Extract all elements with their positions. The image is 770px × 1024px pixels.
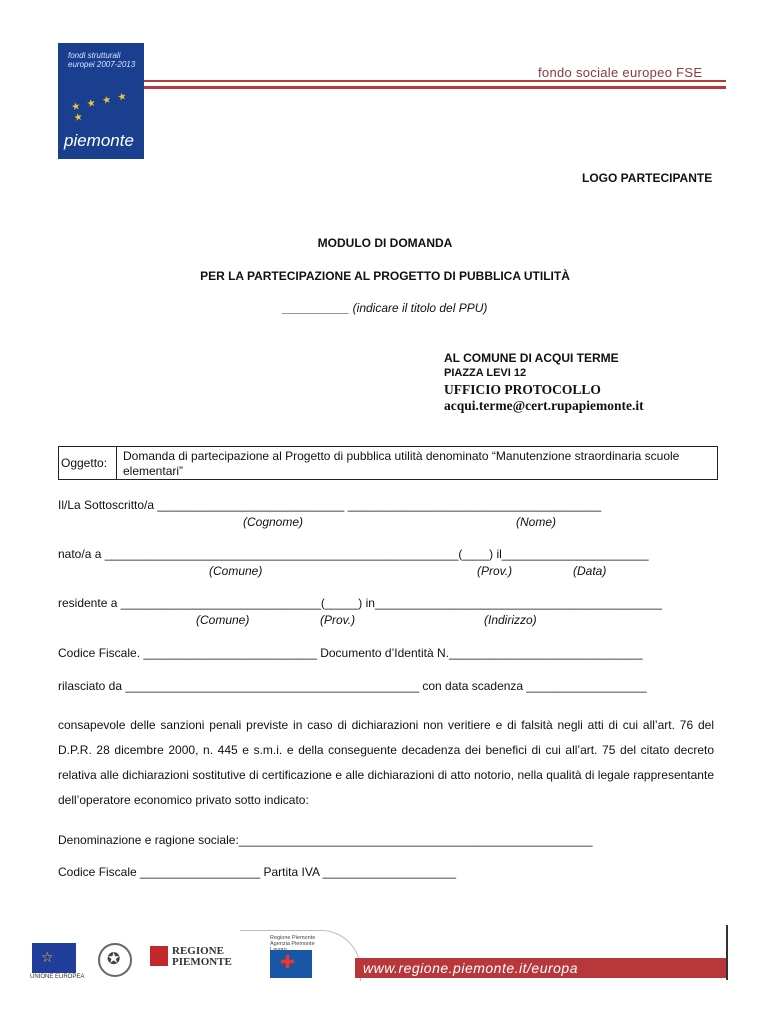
title-line1: MODULO DI DOMANDA xyxy=(317,236,453,250)
header-rule-thick xyxy=(144,86,726,89)
oggetto-label: Oggetto: xyxy=(59,447,117,479)
recipient-line1: AL COMUNE DI ACQUI TERME xyxy=(444,351,619,365)
label-nome: (Nome) xyxy=(516,515,557,529)
label-indirizzo: (Indirizzo) xyxy=(484,613,537,627)
oggetto-box xyxy=(58,446,718,480)
field-sottoscritto: Il/La Sottoscritto/a ____________________________ ______________________________________ xyxy=(58,498,602,512)
field-codice-fiscale: Codice Fiscale. __________________________ Documento d’Identità N._____________________________ xyxy=(58,646,643,660)
eu-caption: UNIONE EUROPEA xyxy=(30,974,85,980)
recipient-email: acqui.terme@cert.rupapiemonte.it xyxy=(444,398,644,413)
stars-icon: ★ ★ ★ ★ ★ xyxy=(70,90,130,125)
regione-cross-icon xyxy=(150,946,168,966)
field-residente: residente a ______________________________(_____) in___________________________________________ xyxy=(58,596,662,610)
logo-caption: fondi strutturali europei 2007-2013 xyxy=(68,51,136,69)
recipient-line3: UFFICIO PROTOCOLLO xyxy=(444,382,601,397)
label-data: (Data) xyxy=(573,564,607,578)
field-rilasciato: rilasciato da ____________________________________________ con data scadenza __________________ xyxy=(58,679,647,693)
label-comune-residenza: (Comune) xyxy=(196,613,250,627)
field-denominazione: Denominazione e ragione sociale:_____________________________________________________ xyxy=(58,833,593,847)
title-line3: __________ (indicare il titolo del PPU) xyxy=(282,301,488,315)
declaration-paragraph: consapevole delle sanzioni penali previste in caso di dichiarazioni non veritiere e di falsità negli atti di cui all’art. 76 del D.P.R. 28 dicembre 2000, n. 445 e s.m.i. e della conseguente decadenza dei benefici di cui all’art. 75 del citato decreto relativa alle dichiarazioni sostitutive di certificazione e alle dichiarazioni di atto notorio, nella qualità di legale rappresentante dell’operatore economico privato sotto indicato: xyxy=(58,718,714,807)
label-comune-nascita: (Comune) xyxy=(209,564,263,578)
italian-emblem-icon: ✪ xyxy=(98,943,132,977)
footer-right-bar xyxy=(726,925,728,980)
header-rule xyxy=(144,80,726,82)
fondi-strutturali-logo xyxy=(58,43,144,159)
agency-caption: Regione Piemonte Agenzia Piemonte xyxy=(270,935,316,947)
footer-url: www.regione.piemonte.it/europa xyxy=(363,960,579,976)
regione-line2: PIEMONTE xyxy=(172,956,232,968)
eu-flag-icon: ☆ xyxy=(32,943,76,973)
oggetto-text: Domanda di partecipazione al Progetto di pubblica utilità denominato “Manutenzione straordinaria scuole elementari” xyxy=(123,449,680,478)
label-prov-nascita: (Prov.) xyxy=(477,564,513,578)
title-line2: PER LA PARTECIPAZIONE AL PROGETTO DI PUBBLICA UTILITÀ xyxy=(200,269,570,283)
logo-name: piemonte xyxy=(64,131,134,150)
recipient-line2: PIAZZA LEVI 12 xyxy=(444,367,527,379)
field-cf-piva: Codice Fiscale __________________ Partita IVA ____________________ xyxy=(58,865,457,879)
puzzle-logo-icon: ✚ xyxy=(270,950,312,978)
fse-banner-text: fondo sociale europeo FSE xyxy=(538,65,703,80)
regione-line1: REGIONE xyxy=(172,945,224,957)
regione-piemonte-logo xyxy=(172,946,232,968)
label-cognome: (Cognome) xyxy=(243,515,304,529)
logo-partecipante: LOGO PARTECIPANTE xyxy=(582,171,713,185)
field-nato: nato/a a _____________________________________________________(____) il______________________ xyxy=(58,547,649,561)
label-prov-residenza: (Prov.) xyxy=(320,613,356,627)
